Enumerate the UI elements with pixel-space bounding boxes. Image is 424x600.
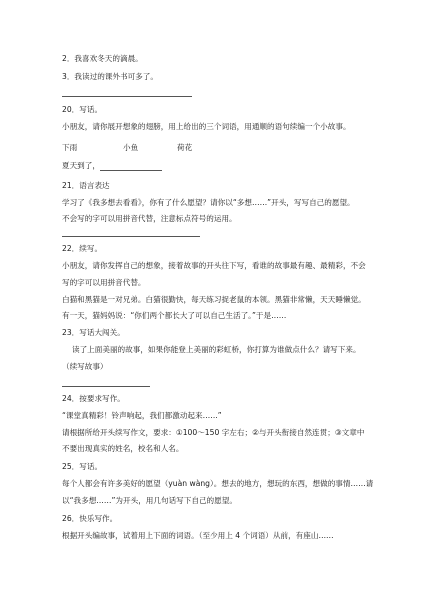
- question-23-prompt-line-2: （续写故事）: [62, 362, 108, 371]
- question-20-prompt: 小朋友，请你展开想象的翅膀，用上给出的三个词语，用通顺的语句续编一个小故事。: [62, 122, 351, 131]
- answer-line: [62, 236, 200, 237]
- question-23-prompt-line-1: 读了上面美丽的故事，如果你能登上美丽的彩虹桥，你打算为谁做点什么？请写下来。: [72, 345, 361, 354]
- question-23-title: 23．写话大闯关。: [62, 328, 125, 337]
- question-25-title: 25．写话。: [62, 462, 103, 471]
- question-25-prompt-line-2: 以“我多想……”为开头，用几句话写下自己的愿望。: [62, 496, 237, 505]
- question-20-word-1: 下雨: [62, 143, 78, 152]
- question-19-item-3: 3．我读过的课外书可多了。: [62, 72, 158, 81]
- question-24-requirements-line-1: 请根据所给开头续写作文，要求：①100～150 字左右；②与开头衔接自然连贯；③文章中: [62, 428, 365, 437]
- question-24-opening: “课堂真精彩！铃声响起，我们都激动起来……”: [62, 411, 222, 420]
- answer-line: [100, 162, 162, 171]
- question-20-title: 20．写话。: [62, 105, 103, 114]
- question-24-requirements-line-2: 不要出现真实的姓名，校名和人名。: [62, 444, 184, 453]
- answer-line: [62, 96, 192, 97]
- question-21-prompt-line-2: 不会写的字可以用拼音代替，注意标点符号的运用。: [62, 214, 237, 223]
- question-21-prompt-line-1: 学习了《我多想去看看》，你有了什么愿望？请你以“多想……”开头，写写自己的愿望。: [62, 198, 355, 207]
- question-26-prompt: 根据开头编故事，试着用上下面的词语。（至少用上 4 个词语）从前，有座山……: [62, 531, 334, 540]
- question-20-word-2: 小鱼: [123, 143, 139, 152]
- answer-line: [62, 386, 150, 387]
- question-22-title: 22．续写。: [62, 244, 103, 253]
- question-22-prompt-line-2: 写的字可以用拼音代替。: [62, 278, 146, 287]
- question-20-word-3: 荷花: [177, 143, 193, 152]
- question-22-story-line-1: 白猫和黑猫是一对兄弟。白猫很勤快，每天练习捉老鼠的本领。黑猫非常懒，天天睡懒觉。: [62, 295, 366, 304]
- question-20-story-start: 夏天到了，: [62, 161, 162, 171]
- question-21-title: 21．语言表达: [62, 181, 110, 190]
- question-26-title: 26．快乐写作。: [62, 514, 118, 523]
- question-22-story-line-2: 有一天，猫妈妈说：“你们两个都长大了可以自己生活了。”于是……: [62, 311, 287, 320]
- question-25-prompt-line-1: 每个人都会有许多美好的愿望（yuàn wàng）。想去的地方，想玩的东西，想做的事情……请: [62, 479, 374, 488]
- question-19-item-2: 2．我喜欢冬天的滴晨。: [62, 54, 143, 63]
- question-24-title: 24．按要求写作。: [62, 394, 125, 403]
- question-22-prompt-line-1: 小朋友，请你发挥自己的想象，接着故事的开头往下写，看谁的故事最有趣、最精彩，不会: [62, 261, 366, 270]
